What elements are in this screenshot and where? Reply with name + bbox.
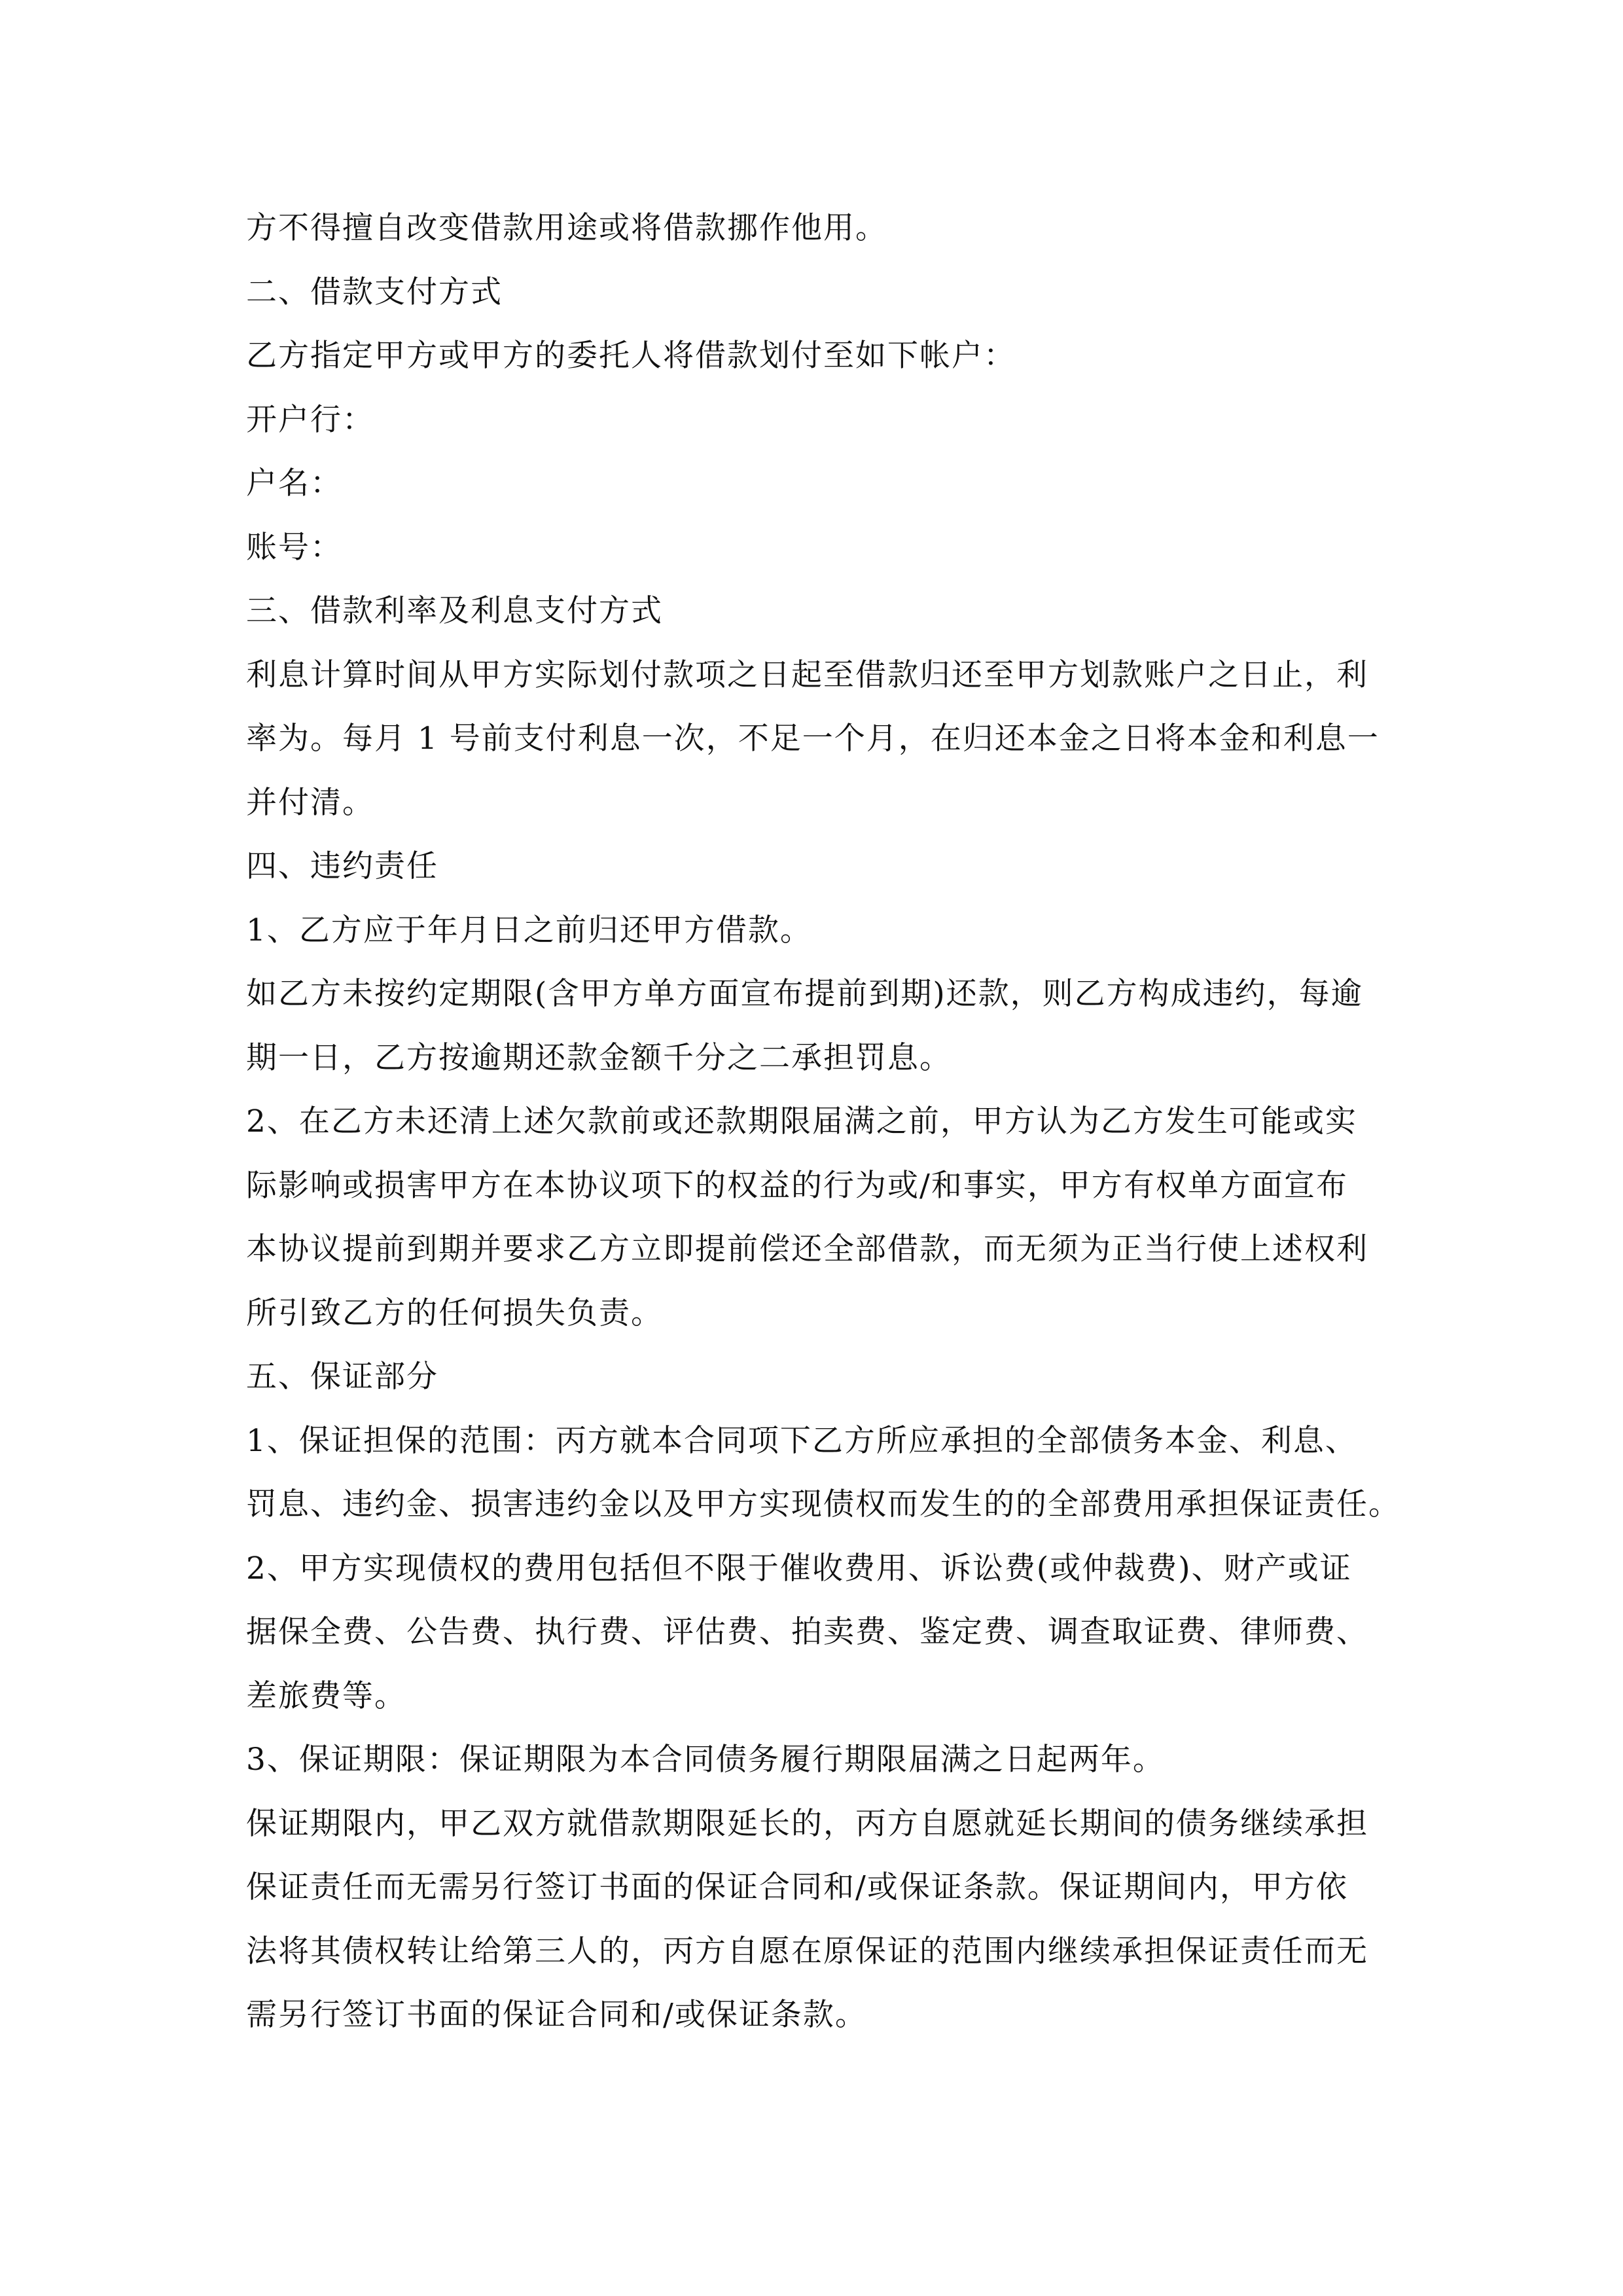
text-line: 保证责任而无需另行签订书面的保证合同和/或保证条款。保证期间内，甲方依 xyxy=(246,1869,1348,1905)
text-line: 1、乙方应于年月日之前归还甲方借款。 xyxy=(246,912,812,948)
text-line: 据保全费、公告费、执行费、评估费、拍卖费、鉴定费、调查取证费、律师费、 xyxy=(246,1614,1368,1650)
text-line: 需另行签订书面的保证合同和/或保证条款。 xyxy=(246,1997,867,2033)
text-line: 差旅费等。 xyxy=(246,1677,406,1714)
text-line: 利息计算时间从甲方实际划付款项之日起至借款归还至甲方划款账户之日止，利 xyxy=(246,656,1368,693)
section-heading: 四、违约责任 xyxy=(246,848,438,884)
text-line: 本协议提前到期并要求乙方立即提前偿还全部借款，而无须为正当行使上述权利 xyxy=(246,1231,1368,1267)
text-line: 保证期限内，甲乙双方就借款期限延长的，丙方自愿就延长期间的债务继续承担 xyxy=(246,1805,1368,1842)
text-line: 如乙方未按约定期限(含甲方单方面宣布提前到期)还款，则乙方构成违约，每逾 xyxy=(246,976,1363,1012)
text-line: 乙方指定甲方或甲方的委托人将借款划付至如下帐户： xyxy=(246,338,1016,374)
text-line: 2、在乙方未还清上述欠款前或还款期限届满之前，甲方认为乙方发生可能或实 xyxy=(246,1103,1357,1139)
account-name-label: 户名： xyxy=(246,465,342,501)
bank-field-label: 开户行： xyxy=(246,401,374,438)
text-line: 期一日，乙方按逾期还款金额千分之二承担罚息。 xyxy=(246,1039,952,1076)
text-line: 际影响或损害甲方在本协议项下的权益的行为或/和事实，甲方有权单方面宣布 xyxy=(246,1167,1348,1204)
text-line: 1、保证担保的范围：丙方就本合同项下乙方所应承担的全部债务本金、利息、 xyxy=(246,1422,1357,1459)
section-heading: 五、保证部分 xyxy=(246,1359,438,1395)
text-line: 2、甲方实现债权的费用包括但不限于催收费用、诉讼费(或仲裁费)、财产或证 xyxy=(246,1550,1352,1587)
section-heading: 三、借款利率及利息支付方式 xyxy=(246,593,663,629)
text-line: 并付清。 xyxy=(246,784,374,821)
text-line: 法将其债权转让给第三人的，丙方自愿在原保证的范围内继续承担保证责任而无 xyxy=(246,1933,1368,1969)
text-line: 罚息、违约金、损害违约金以及甲方实现债权而发生的的全部费用承担保证责任。 xyxy=(246,1486,1400,1522)
account-number-label: 账号： xyxy=(246,529,342,565)
document-body xyxy=(246,196,1398,2047)
text-line: 率为。每月 1 号前支付利息一次，不足一个月，在归还本金之日将本金和利息一 xyxy=(246,721,1380,757)
text-line: 3、保证期限：保证期限为本合同债务履行期限届满之日起两年。 xyxy=(246,1742,1165,1778)
section-heading: 二、借款支付方式 xyxy=(246,274,503,310)
text-line: 方不得擅自改变借款用途或将借款挪作他用。 xyxy=(246,210,887,246)
text-line: 所引致乙方的任何损失负责。 xyxy=(246,1295,663,1331)
